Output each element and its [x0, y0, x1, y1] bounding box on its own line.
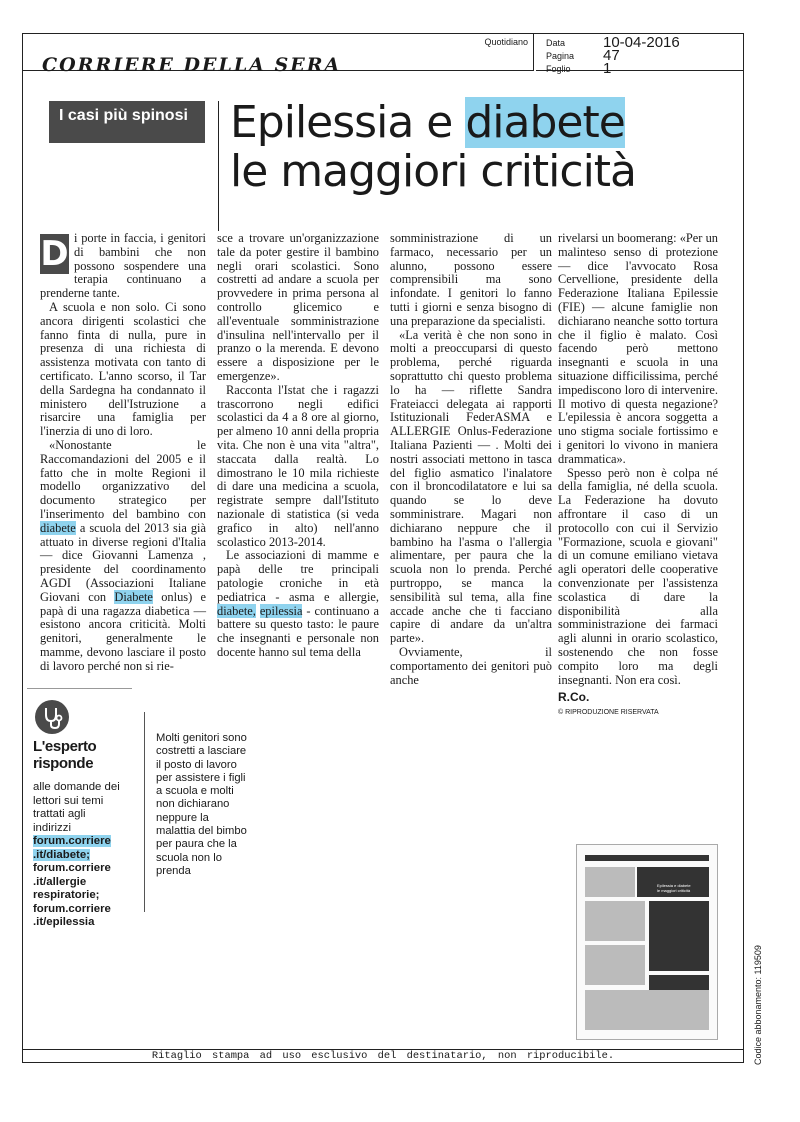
publication-type: Quotidiano: [484, 37, 528, 47]
text-run: a scuola del 2013 sia già attuato in diverse regioni d'Italia — dice Giovanni Lamenza , presidente del coordinamento AGDI (Associazioni Italiane Giovani con: [40, 520, 206, 604]
dropcap: D: [40, 234, 69, 274]
meta-row-date: [546, 36, 736, 49]
meta-value: 10-04-2016: [603, 34, 680, 51]
meta-row-sheet: [546, 62, 736, 75]
forum-link-allergies[interactable]: forum.corriere .it/allergie respiratorie;: [33, 862, 111, 901]
pullquote-rule: [144, 712, 145, 912]
highlight: diabete,: [217, 603, 256, 618]
headline-part: Epilessia e: [230, 97, 466, 148]
headline-highlight: diabete: [465, 97, 625, 148]
forum-link-diabetes[interactable]: [33, 835, 123, 862]
thumb-headline-line2: le maggiori criticità: [657, 888, 691, 893]
meta-box: [536, 33, 744, 77]
stethoscope-icon: [35, 700, 69, 734]
meta-label: Data: [546, 38, 566, 48]
article-column-3: [390, 232, 552, 687]
subscription-code: Codice abbonamento: 119509: [753, 945, 763, 1065]
paragraph: [40, 439, 206, 674]
text-run: - continuano a battere su questo tasto: le paure che insegnanti e personale non docente hanno sul tema della: [217, 603, 379, 659]
expert-intro: alle domande dei lettori sui temi trattati agli indirizzi: [33, 781, 120, 834]
expert-title-line1: L'esperto: [33, 738, 97, 755]
thumb-block: [649, 901, 709, 971]
paragraph: rivelarsi un boomerang: «Per un malinteso senso di protezione — dice l'avvocato Rosa Cervellione, presidente della Federazione Italiana Epilessie (FIE) — alcune famiglie non dichiarano neanche sotto tortura che il figlio è malato. Così facendo però mettono insegnanti e scuola in una situazione difficilissima, perché impediscono loro di intervenire. Il motivo di questa negazione? L'epilessia è ancora soggetta a uno stigma sociale fortissimo e i genitori lo vivono in maniera drammatica».: [558, 231, 718, 466]
paragraph: Spesso però non è colpa né della famiglia, né della scuola. La Federazione ha dovuto affrontare il caso di un protocollo con cui il Servizio "Formazione, scuola e giovani" di un comune emiliano vietava agli operatori delle cooperative convenzionate per l'assistenza scolastica di dare la disponibilità alla somministrazione dei farmaci agli alunni in orario scolastico, sostenendo che non fosse compito loro ma degli insegnanti. Non era così.: [558, 465, 718, 687]
expert-title: [33, 738, 133, 772]
expert-title-line2: risponde: [33, 755, 94, 772]
highlight: Diabete: [114, 589, 153, 604]
thumb-block: [585, 945, 645, 985]
highlight: epilessia: [259, 603, 303, 618]
thumb-block: [585, 901, 645, 941]
paragraph: [40, 232, 206, 301]
rights-notice: © RIPRODUZIONE RISERVATA: [558, 709, 659, 717]
paragraph: somministrazione di un farmaco, necessario per un alunno, possono essere comprensibili ma sono infondate. I genitori lo fanno tutti i giorni e senza bisogno di una preparazione da specialisti.: [390, 231, 552, 328]
paragraph-text: i porte in faccia, i genitori di bambini che non possono sospendere una terapia continuano a prenderne tante.: [40, 231, 206, 301]
meta-value: 47: [603, 47, 620, 64]
paragraph: Racconta l'Istat che i ragazzi trascorrono negli edifici scolastici da 4 a 8 ore al giorno, per almeno 10 anni della propria vita. Che non è una vita "altra", staccata dalla realtà. Lo dimostrano le 10 mila richieste di dare una medicina a scuola, registrate sempre dall'Istituto nazionale di statistica (si veda grafico in alto) nell'anno scolastico 2013-2014.: [217, 382, 379, 549]
paragraph: A scuola e non solo. Ci sono ancora dirigenti scolastici che fanno finta di nulla, pure in presenza di una richiesta di assistenza motivata con tanto di certificato. L'anno scorso, il Tar della Sardegna ha condannato il ministero dell'Istruzione a risarcire una famiglia per l'inerzia di uno di loro.: [40, 299, 206, 439]
text-run: «Nonostante le Raccomandazioni del 2005 e il fatto che in molte Regioni il modello organizzativo del documento strategico per l'inserimento del bambino con: [40, 437, 206, 521]
text-run: Le associazioni di mamme e papà delle tre principali patologie croniche in età pediatrica - asma e allergie,: [217, 548, 379, 604]
meta-label: Foglio: [546, 64, 571, 74]
page-thumbnail: [576, 844, 718, 1040]
masthead-title: CORRIERE DELLA SERA: [42, 54, 342, 76]
masthead-box: [22, 33, 534, 76]
meta-label: Pagina: [546, 51, 575, 61]
article-column-1: [40, 232, 206, 674]
paragraph: Ovviamente, il comportamento dei genitori può anche: [390, 644, 552, 687]
forum-link-text[interactable]: forum.corriere .it/diabete;: [33, 835, 111, 861]
article-column-4: [558, 232, 718, 720]
author-signature: R.Co.: [558, 690, 590, 705]
article-column-2: [217, 232, 379, 660]
headline: [230, 98, 636, 196]
topic-box: [49, 101, 205, 143]
headline-line2: le maggiori criticità: [230, 146, 637, 197]
meta-value: 1: [603, 60, 612, 77]
paragraph: [217, 549, 379, 659]
headline-rule: [218, 101, 219, 231]
footer-notice: Ritaglio stampa ad uso esclusivo del destinatario, non riproducibile.: [151, 1050, 615, 1062]
thumbnail-headline: [657, 883, 757, 893]
pullquote: Molti genitori sono costretti a lasciare il posto di lavoro per assistere i figli a scuola e molti non dichiarano neppure la malattia del bimbo per paura che la scuola non lo prenda: [156, 732, 247, 877]
thumb-block: [585, 867, 635, 897]
thumb-block: [585, 990, 709, 1030]
text-run: onlus) e papà di una ragazza diabetica — esistono ancora criticità. Molti genitori, generalmente le mamme, devono lasciare il posto di lavoro perché non si rie-: [40, 589, 206, 673]
thumb-headline-line1: Epilessia e diabete: [657, 883, 691, 888]
meta-row-page: [546, 49, 736, 62]
topic-label: I casi più spinosi: [59, 107, 188, 124]
paragraph: sce a trovare un'organizzazione tale da poter gestire il bambino negli orari scolastici. Sono costretti ad andare a scuola per provvedere in prima persona al controllo glicemico e all'eventuale somministrazione d'insulina nell'intervallo per il pranzo o la merenda. E devono essere a disposizione per le emergenze».: [217, 231, 379, 383]
thumb-bar: [585, 855, 709, 861]
highlight: diabete: [40, 520, 76, 535]
stethoscope-icon-graphic: [35, 700, 69, 734]
section-divider: [27, 688, 132, 689]
paragraph: «La verità è che non sono in molti a preoccuparsi di questo problema, perché riguarda soprattutto chi questo problema lo ha — riflette Sandra Frateiacci delegata ai rapporti Istituzionali FederASMA e ALLERGIE Onlus-Federazione Italiana Pazienti — . Molti dei nostri associati mettono in tasca del figlio asmatico l'inalatore con il broncodilatatore e lui sa quando se lo deve somministrare. Magari non dichiarano neppure che il bambino ha l'asma o l'allergia alimentare, per paura che la scuola non lo prenda. Perché purtroppo, se manca la sensibilità sul tema, alla fine accade anche che ti facciano capire di andare da un'altra parte».: [390, 327, 552, 646]
forum-link-epilepsy[interactable]: forum.corriere .it/epilessia: [33, 902, 111, 928]
expert-body: [33, 781, 123, 930]
